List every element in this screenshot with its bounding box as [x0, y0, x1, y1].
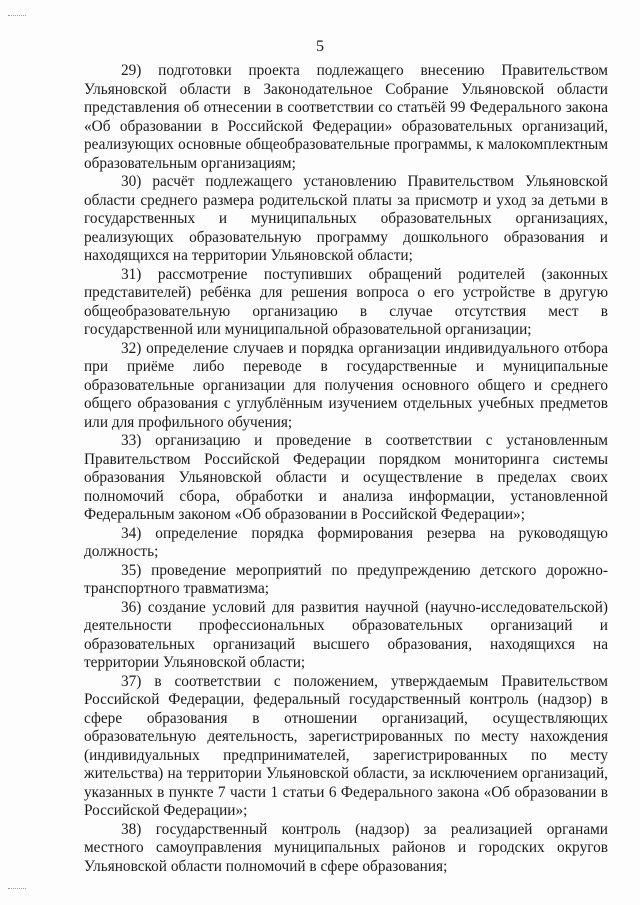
paragraph-item-30: 30) расчёт подлежащего установлению Правительством Ульяновской области среднего размера родительской платы за присмотр и уход за детьми в государственных и муниципальных образовательных организациях, реализующих образовательную программу дошкольного образования и находящихся на территории Ульяновской области; [84, 173, 608, 264]
paragraph-item-32: 32) определение случаев и порядка организации индивидуального отбора при приёме либо переводе в государственные и муниципальные образовательные организации для получения основного общего и среднего общего образования с углублённым изучением отдельных учебных предметов или для профильного обучения; [84, 339, 608, 431]
paragraph-item-34: 34) определение порядка формирования резерва на руководящую должность; [84, 524, 608, 560]
page-number: 5 [316, 38, 324, 55]
paragraph-item-38: 38) государственный контроль (надзор) за реализацией органами местного самоуправления муниципальных районов и городских округов Ульяновской области полномочий в сфере образования; [84, 820, 608, 875]
paragraph-item-36: 36) создание условий для развития научной (научно-исследовательской) деятельности профессиональных образовательных организаций и образовательных организаций высшего образования, находящихся на территории Ульяновской области; [84, 598, 608, 671]
document-body [84, 62, 608, 876]
paragraph-item-35: 35) проведение мероприятий по предупреждению детского дорожно-транспортного травматизма; [84, 561, 608, 597]
paragraph-item-33: 33) организацию и проведение в соответствии с установленным Правительством Российской Федерации порядком мониторинга системы образования Ульяновской области и осуществление в пределах своих полномочий сбора, обработки и анализа информации, установленной Федеральным законом «Об образовании в Российской Федерации»; [84, 432, 608, 523]
paragraph-item-31: 31) рассмотрение поступивших обращений родителей (законных представителей) ребёнка для решения вопроса о его устройстве в другую общеобразовательную организацию в случае отсутствия мест в государственной или муниципальной образовательной организации; [84, 265, 608, 338]
paragraph-item-37: 37) в соответствии с положением, утверждаемым Правительством Российской Федерации, федеральный государственный контроль (надзор) в сфере образования в отношении организаций, осуществляющих образовательную деятельность, зарегистрированных по месту нахождения (индивидуальных предпринимателей, зарегистрированных по месту жительства) на территории Ульяновской области, за исключением организаций, указанных в пункте 7 части 1 статьи 6 Федерального закона «Об образовании в Российской Федерации»; [84, 672, 608, 819]
scan-edge-mark [8, 15, 26, 16]
scan-edge-mark [8, 888, 26, 889]
paragraph-item-29: 29) подготовки проекта подлежащего внесению Правительством Ульяновской области в Законодательное Собрание Ульяновской области представления об отнесении в соответствии со статьёй 99 Федерального закона «Об образовании в Российской Федерации» образовательных организаций, реализующих основные общеобразовательные программы, к малокомплектным образовательным организациям; [84, 62, 608, 172]
